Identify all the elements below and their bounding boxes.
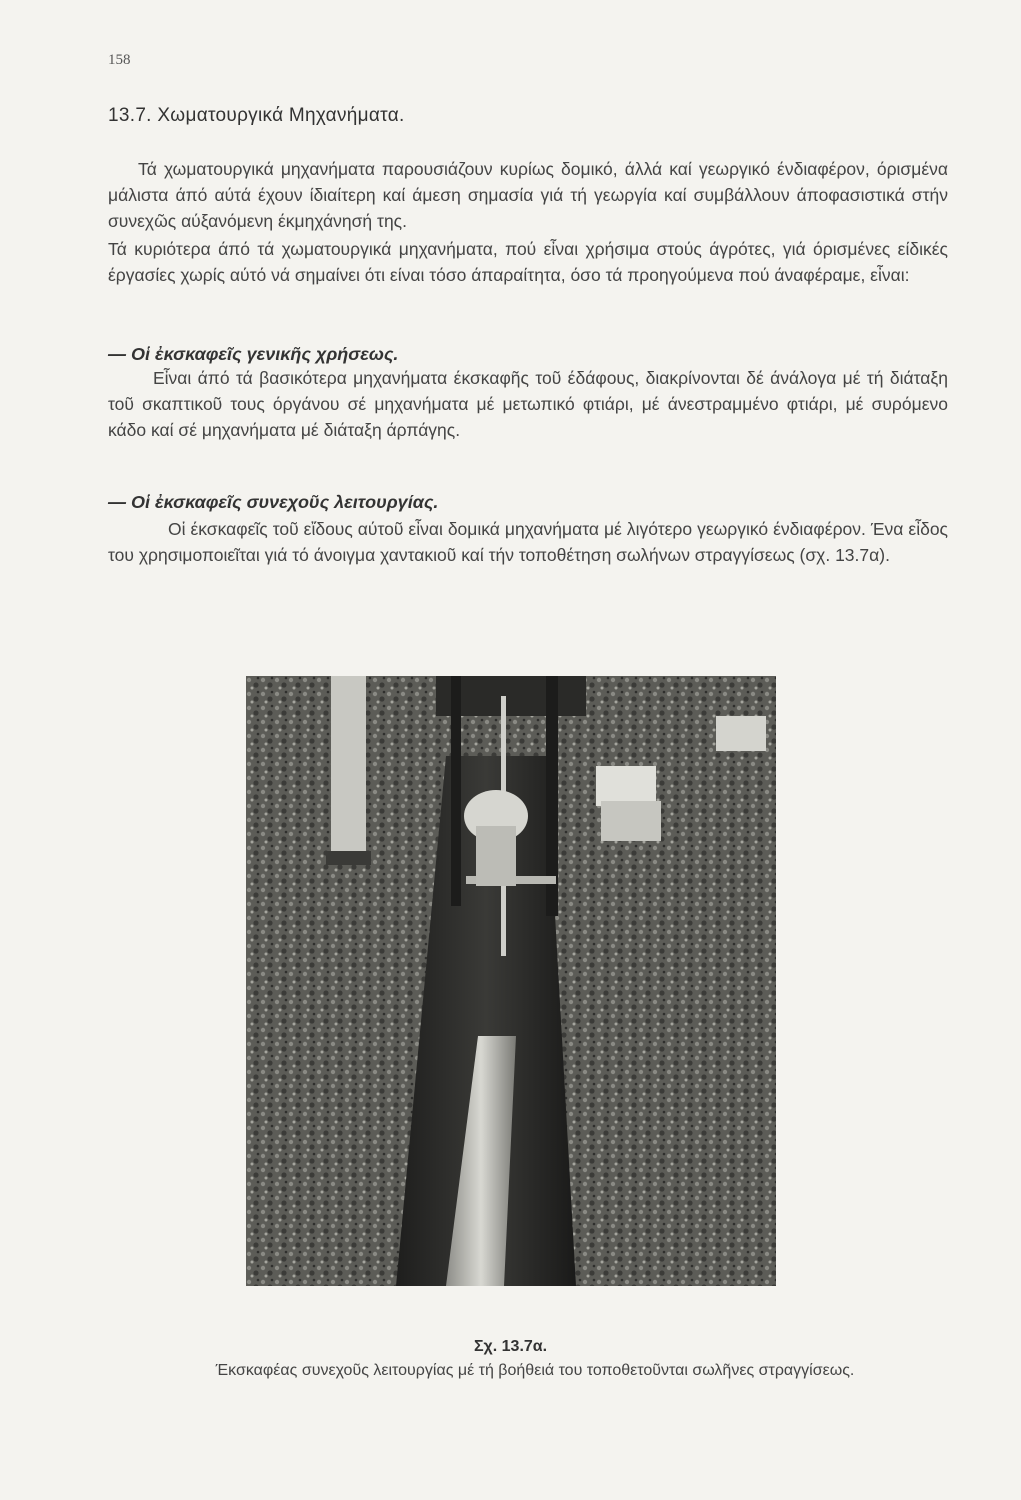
trench-photo-illustration	[246, 676, 776, 1286]
figure-label: Σχ. 13.7α.	[473, 1338, 548, 1355]
subsection-paragraph-general-excavators	[108, 365, 948, 443]
figure-caption: Έκσκαφέας συνεχοῦς λειτουργίας μέ τή βοήθειά του τοποθετοῦνται σωλῆνες στραγγίσεως.	[215, 1362, 855, 1379]
subsection-heading-continuous-excavators: — Οἱ ἐκσκαφεῖς συνεχοῦς λειτουργίας.	[108, 492, 439, 512]
general-excavators-text: Εἶναι άπό τά βασικότερα μηχανήματα έκσκαφῆς τοῦ έδάφους, διακρίνονται δέ άνάλογα μέ τή διάταξη τοῦ σκαπτικοῦ τους όργάνου σέ μηχανήματα μέ μετωπικό φτιάρι, μέ άνεστραμμένο φτιάρι, μέ συρόμενο κάδο καί σέ μηχανήματα μέ διάταξη άρπάγης.	[108, 368, 948, 440]
main-paragraph	[108, 236, 948, 288]
subsection-heading-general-excavators: — Οἱ ἐκσκαφεῖς γενικῆς χρήσεως.	[108, 344, 399, 364]
intro-paragraph	[108, 156, 948, 234]
intro-text: Τά χωματουργικά μηχανήματα παρουσιάζουν κυρίως δομικό, άλλά καί γεωργικό ένδιαφέρον, όρισμένα μάλιστα άπό αύτά έχουν ίδιαίτερη καί άμεση σημασία γιά τή γεωργία καί συμβάλλουν άποφασιστικά στήν συνεχῶς αύξανόμενη έκμηχάνησή της.	[108, 159, 948, 231]
page-number: 158	[108, 52, 131, 68]
main-text: Τά κυριότερα άπό τά χωματουργικά μηχανήματα, πού εἶναι χρήσιμα στούς άγρότες, γιά όρισμένες είδικές έργασίες χωρίς αύτό νά σημαίνει ότι είναι τόσο άπαραίτητα, όσο τά προηγούμενα πού άναφέραμε, εἶναι:	[108, 239, 948, 285]
subsection-paragraph-continuous-excavators	[108, 516, 948, 568]
section-heading: 13.7. Χωματουργικά Μηχανήματα.	[108, 105, 405, 126]
trench-photo	[246, 676, 776, 1286]
continuous-excavators-text: Οἱ έκσκαφεῖς τοῦ εἴδους αύτοῦ εἶναι δομικά μηχανήματα μέ λιγότερο γεωργικό ένδιαφέρον. Ένα εἶδος του χρησιμοποιεῖται γιά τό άνοιγμα χαντακιοῦ καί τήν τοποθέτηση σωλήνων στραγγίσεως (σχ. 13.7α).	[108, 519, 948, 565]
